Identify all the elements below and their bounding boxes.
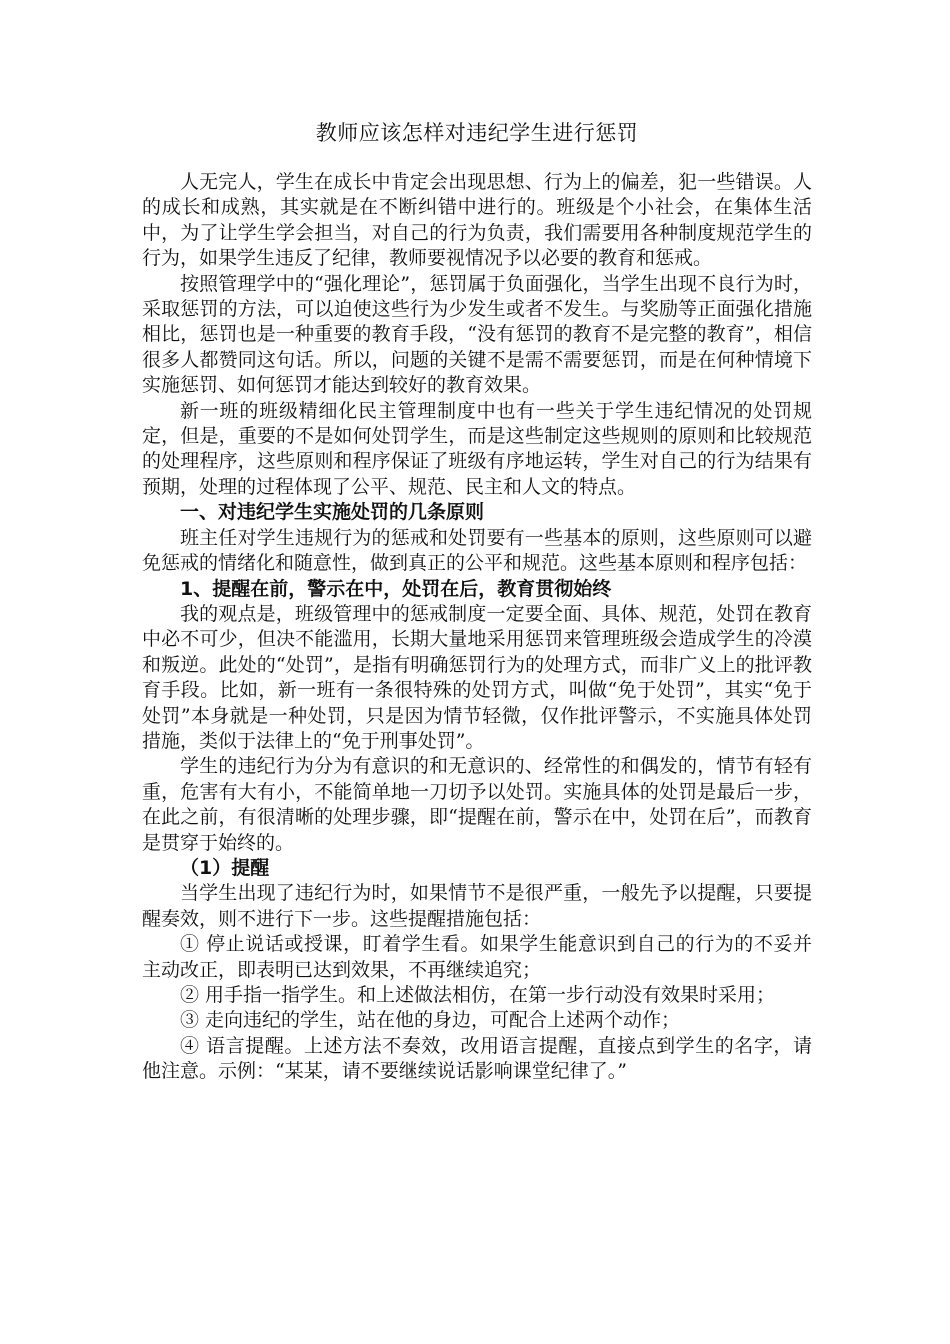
document-page	[142, 118, 812, 1085]
paragraph: 学生的违纪行为分为有意识的和无意识的、经常性的和偶发的，情节有轻有重，危害有大有小，不能简单地一刀切予以处罚。实施具体的处罚是最后一步，在此之前，有很清晰的处理步骤，即“提醒在前，警示在中，处罚在后”，而教育是贯穿于始终的。	[142, 755, 812, 854]
section-heading: 一、对违纪学生实施处罚的几条原则	[180, 501, 485, 524]
list-item: ④ 语言提醒。上述方法不奏效，改用语言提醒，直接点到学生的名字，请他注意。示例：“某某，请不要继续说话影响课堂纪律了。”	[142, 1034, 812, 1083]
list-item: ① 停止说话或授课，盯着学生看。如果学生能意识到自己的行为的不妥并主动改正，即表明已达到效果，不再继续追究；	[142, 933, 812, 981]
document-title: 教师应该怎样对违纪学生进行惩罚	[315, 121, 639, 145]
paragraph: 新一班的班级精细化民主管理制度中也有一些关于学生违纪情况的处罚规定，但是，重要的不是如何处罚学生，而是这些制定这些规则的原则和比较规范的处理程序，这些原则和程序保证了班级有序地运转，学生对自己的行为结果有预期，处理的过程体现了公平、规范、民主和人文的特点。	[142, 399, 812, 498]
paragraph: 我的观点是，班级管理中的惩戒制度一定要全面、具体、规范，处罚在教育中必不可少，但决不能滥用，长期大量地采用惩罚来管理班级会造成学生的冷漠和叛逆。此处的“处罚”，是指有明确惩罚行为的处理方式，而非广义上的批评教育手段。比如，新一班有一条很特殊的处罚方式，叫做“免于处罚”，其实“免于处罚”本身就是一种处罚，只是因为情节轻微，仅作批评警示，不实施具体处罚措施，类似于法律上的“免于刑事处罚”。	[142, 602, 812, 752]
subsection-heading: 1、提醒在前，警示在中，处罚在后，教育贯彻始终	[180, 577, 612, 600]
paragraph: 当学生出现了违纪行为时，如果情节不是很严重，一般先予以提醒，只要提醒奏效，则不进行下一步。这些提醒措施包括：	[142, 882, 812, 930]
paragraph: 人无完人，学生在成长中肯定会出现思想、行为上的偏差，犯一些错误。人的成长和成熟，其实就是在不断纠错中进行的。班级是个小社会，在集体生活中，为了让学生学会担当，对自己的行为负责，我们需要用各种制度规范学生的行为，如果学生违反了纪律，教师要视情况予以必要的教育和惩戒。	[142, 171, 812, 270]
list-item: ③ 走向违纪的学生，站在他的身边，可配合上述两个动作；	[180, 1009, 681, 1032]
paragraph: 班主任对学生违规行为的惩戒和处罚要有一些基本的原则，这些原则可以避免惩戒的情绪化和随意性，做到真正的公平和规范。这些基本原则和程序包括：	[142, 526, 812, 575]
list-item: ② 用手指一指学生。和上述做法相仿，在第一步行动没有效果时采用；	[180, 984, 776, 1006]
subsection-heading: （1）提醒	[180, 856, 270, 879]
paragraph: 按照管理学中的“强化理论”，惩罚属于负面强化，当学生出现不良行为时，采取惩罚的方法，可以迫使这些行为少发生或者不发生。与奖励等正面强化措施相比，惩罚也是一种重要的教育手段，“没有惩罚的教育不是完整的教育”，相信很多人都赞同这句话。所以，问题的关键不是需不需要惩罚，而是在何种情境下实施惩罚、如何惩罚才能达到较好的教育效果。	[142, 272, 812, 397]
